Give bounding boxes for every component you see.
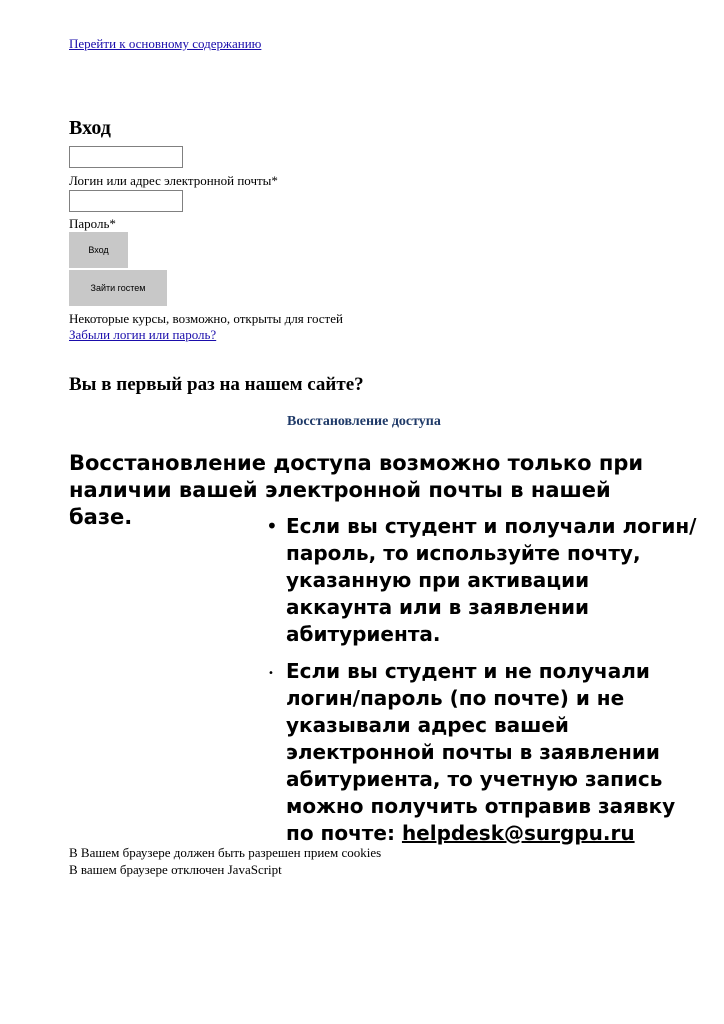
recovery-instructions-list	[262, 513, 702, 857]
guest-login-button[interactable]: Зайти гостем	[69, 270, 167, 306]
list-item	[262, 658, 702, 847]
cookies-notice: В Вашем браузере должен быть разрешен прием cookies	[69, 845, 382, 860]
javascript-notice: В вашем браузере отключен JavaScript	[69, 862, 282, 877]
forgot-password-link[interactable]: Забыли логин или пароль?	[69, 327, 217, 342]
skip-to-content-link[interactable]: Перейти к основному содержанию	[69, 36, 262, 51]
list-item-text: Если вы студент и не получали логин/пароль (по почте) и не указывали адрес вашей электронной почты в заявлении абитуриента, то учетную запись можно получить отправив заявку по почте:	[286, 659, 676, 845]
password-label: Пароль*	[69, 216, 116, 231]
username-input[interactable]	[69, 146, 183, 168]
recovery-title: Восстановление доступа	[287, 414, 441, 429]
helpdesk-email-link[interactable]: helpdesk@surgpu.ru	[401, 821, 635, 845]
recovery-intro: Восстановление доступа возможно только при наличии вашей электронной почты в нашей базе.	[69, 451, 644, 529]
login-button[interactable]: Вход	[69, 232, 128, 268]
list-item-text: Если вы студент и получали логин/пароль, то используйте почту, указанную при активации аккаунта или в заявлении абитуриента.	[286, 514, 697, 646]
list-item	[262, 513, 702, 648]
bullet-icon: •	[268, 668, 274, 679]
username-label: Логин или адрес электронной почты*	[69, 173, 278, 188]
first-time-heading: Вы в первый раз на нашем сайте?	[69, 374, 364, 395]
login-title: Вход	[69, 117, 111, 139]
bullet-icon: •	[266, 514, 278, 538]
guest-access-note: Некоторые курсы, возможно, открыты для гостей	[69, 311, 343, 326]
password-input[interactable]	[69, 190, 183, 212]
